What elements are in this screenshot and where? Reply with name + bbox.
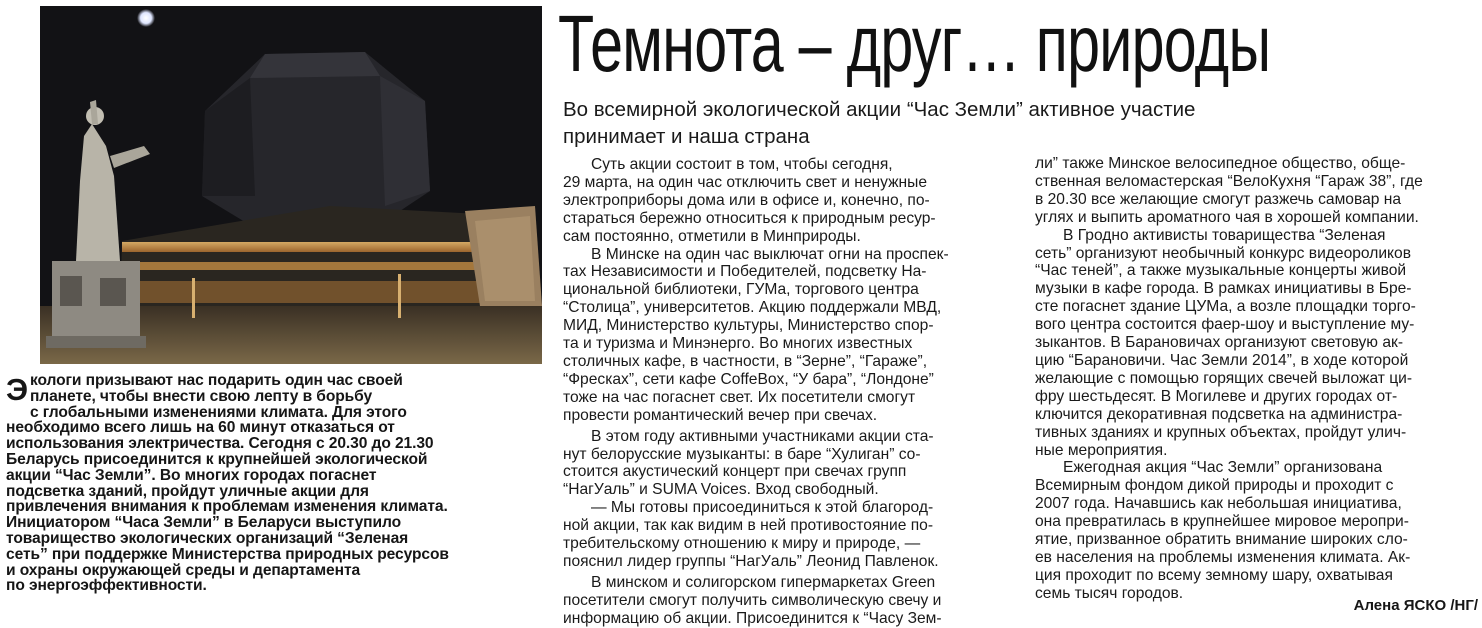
body-line: цию “Барановичи. Час Земли 2014”, в ходе которой <box>1035 351 1409 369</box>
body-line: ятие, призванное обратить внимание широких сло- <box>1035 531 1408 549</box>
body-line: зыкантов. В Барановичах организуют световую ак- <box>1035 334 1404 352</box>
body-line: Всемирным фондом дикой природы и проходит с <box>1035 477 1394 495</box>
lead-line: товарищество экологических организаций “Зеленая <box>6 529 409 547</box>
body-line: требительскому отношению к миру и природе, — <box>563 535 921 553</box>
body-line: фру шестьдесят. В Могилеве и других городах от- <box>1035 387 1398 405</box>
body-line: стараться бережно относиться к природным ресур- <box>563 209 936 227</box>
body-line: Суть акции состоит в том, чтобы сегодня, <box>591 156 893 173</box>
body-line: электроприборы дома или в офисе и, конечно, по- <box>563 191 930 209</box>
body-line: “Столица”, университетов. Акцию поддержали МВД, <box>563 299 942 317</box>
body-line: тивных зданиях и крупных объектах, пройдут улич- <box>1035 423 1407 441</box>
subheadline-line: принимает и наша страна <box>563 125 810 148</box>
lead-line: привлечения внимания к проблемам изменения климата. <box>6 498 448 516</box>
body-line: В Гродно активисты товарищества “Зеленая <box>1063 226 1386 244</box>
body-line: пояснил лидер группы “НагУаль” Леонид Павленок. <box>563 552 939 570</box>
body-line: информацию об акции. Присоединится к “Часу Зем- <box>563 609 942 627</box>
body-line: сеть” организуют необычный конкурс видеороликов <box>1035 244 1412 262</box>
subheadline-line: Во всемирной экологической акции “Час Земли” активное участие <box>563 98 1196 121</box>
body-line: ной акции, так как видим в ней противостояние по- <box>563 517 934 535</box>
lead-line: сеть” при поддержке Министерства природных ресурсов <box>6 545 449 563</box>
body-line: — Мы готовы присоединиться к этой благород- <box>591 499 934 517</box>
body-line: 29 марта, на один час отключить свет и ненужные <box>563 173 928 191</box>
body-line: Ежегодная акция “Час Земли” организована <box>1063 459 1383 477</box>
body-line: семь тысяч городов. <box>1035 584 1184 602</box>
body-line: в 20.30 все желающие смогут разжечь самовар на <box>1035 190 1402 208</box>
body-line: “Час теней”, а также музыкальные концерты живой <box>1035 262 1407 280</box>
body-line: музыки в кафе города. В рамках инициативы в Бре- <box>1035 280 1412 298</box>
body-line: она превратилась в крупнейшее мировое меропри- <box>1035 513 1409 531</box>
lead-line: необходимо всего лишь на 60 минут отказаться от <box>6 419 395 437</box>
body-line: вого центра состоится фаер-шоу и выступление му- <box>1035 316 1415 334</box>
body-line: циональной библиотеки, ГУМа, торгового центра <box>563 281 919 299</box>
body-line: В Минске на один час выключат огни на проспек- <box>591 245 949 263</box>
lead-line: использования электричества. Сегодня с 20.30 до 21.30 <box>6 435 434 453</box>
article-column-1 <box>563 156 1018 628</box>
body-line: тоже на час погаснет свет. Их посетители смогут <box>563 388 916 406</box>
article-photo <box>40 6 542 364</box>
body-line: ственная веломастерская “ВелоКухня “Гараж 38”, где <box>1035 172 1423 190</box>
lead-line: кологи призывают нас подарить один час своей <box>29 372 403 389</box>
body-line: стоится акустический концерт при свечах групп <box>563 463 907 481</box>
body-line: нут белорусские музыканты: в баре “Хулиган” со- <box>563 445 921 463</box>
body-line: “НагУаль” и SUMA Voices. Вход свободный. <box>563 481 879 499</box>
moon-icon <box>137 9 155 27</box>
lead-line: и охраны окружающей среды и департамента <box>6 561 361 579</box>
body-line: сам постоянно, отметили в Минприроды. <box>563 227 861 245</box>
lead-line: по энергоэффективности. <box>6 577 207 595</box>
body-line: тах Независимости и Победителей, подсветку На- <box>563 263 927 281</box>
body-line: ключится декоративная подсветка на администра- <box>1035 405 1403 423</box>
body-line: ев населения на проблемы изменения климата. Ак- <box>1035 548 1411 566</box>
body-line: В этом году активными участниками акции ста- <box>591 427 934 445</box>
lead-line: Беларусь присоединится к крупнейшей экологической <box>6 450 428 468</box>
lead-line: Инициатором “Часа Земли” в Беларуси выступило <box>6 514 401 532</box>
drop-cap: Э <box>6 372 28 407</box>
author-byline: Алена ЯСКО /НГ/ <box>1353 597 1478 614</box>
body-line: ные мероприятия. <box>1035 441 1168 459</box>
body-line: провести романтический вечер при свечах. <box>563 406 878 424</box>
lead-line: подсветка зданий, пройдут уличные акции для <box>6 482 369 500</box>
article-column-2 <box>1035 155 1475 603</box>
headline: Темнота – друг… природы <box>558 0 1271 88</box>
lead-line: акции “Час Земли”. Во многих городах погаснет <box>6 466 377 484</box>
body-line: сте погаснет здание ЦУМа, а возле площадки торго- <box>1035 298 1416 316</box>
body-line: МИД, Министерство культуры, Министерство спор- <box>563 317 934 335</box>
body-line: “Фресках”, сети кафе CoffeBox, “У бара”, “Лондоне” <box>563 370 934 388</box>
body-line: ли” также Минское велосипедное общество, обще- <box>1035 155 1406 172</box>
body-line: посетители смогут получить символическую свечу и <box>563 591 942 609</box>
body-line: 2007 года. Начавшись как небольшая инициатива, <box>1035 495 1402 513</box>
body-line: углях и выпить ароматного чая в хорошей компании. <box>1035 208 1419 226</box>
photo-library-at-night <box>40 6 542 364</box>
subheadline <box>563 96 1463 150</box>
body-line: столичных кафе, в частности, в “Зерне”, “Гараже”, <box>563 352 928 370</box>
body-line: ция проходит по всему земному шару, охватывая <box>1035 566 1393 584</box>
body-line: В минском и солигорском гипермаркетах Green <box>591 573 936 591</box>
body-line: желающие с помощью горящих свечей выложат ци- <box>1035 369 1413 387</box>
lead-paragraph <box>6 373 546 594</box>
body-line: та и туризма и Минэнерго. Во многих известных <box>563 335 913 353</box>
lead-line: с глобальными изменениями климата. Для этого <box>29 403 407 421</box>
lead-line: планете, чтобы внести свою лепту в борьбу <box>29 387 373 405</box>
